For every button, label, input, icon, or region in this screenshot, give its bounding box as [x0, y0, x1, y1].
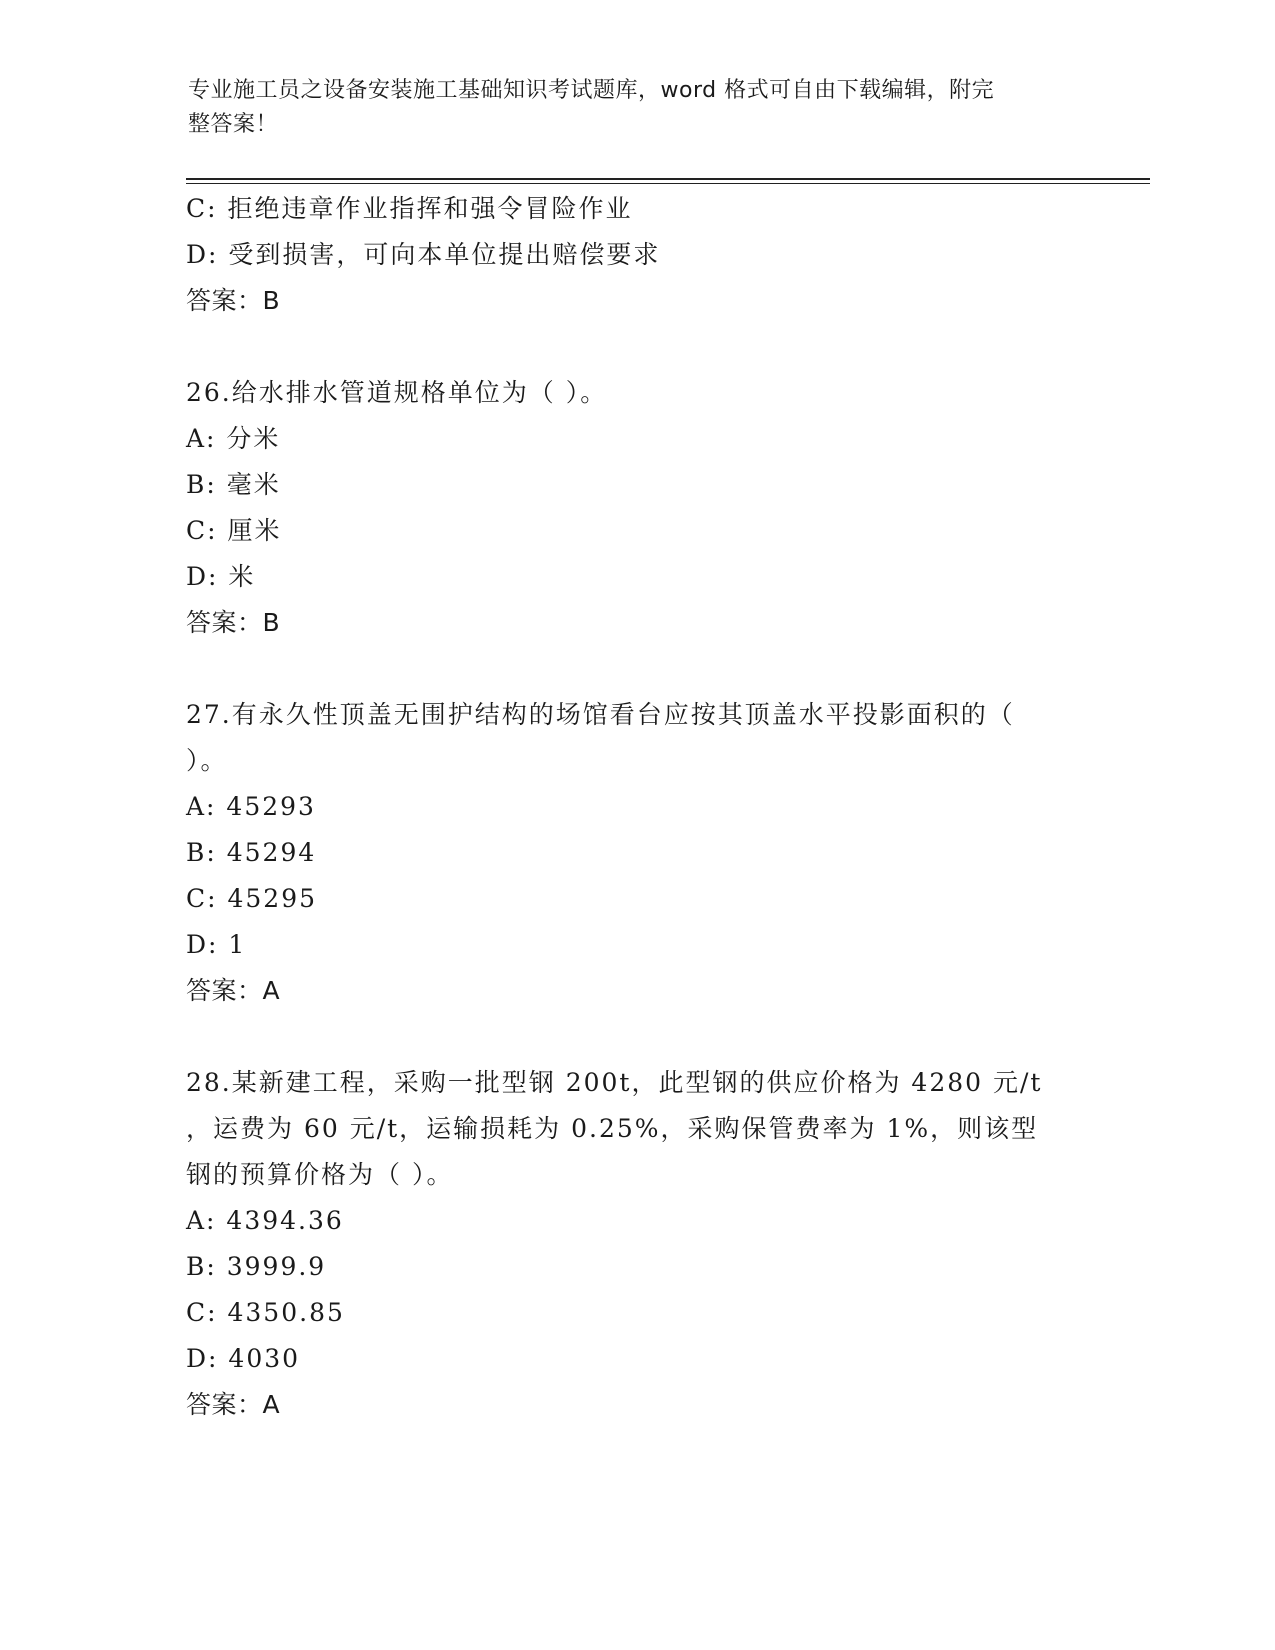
- option-a: A: 分米: [186, 424, 281, 453]
- question-26: [186, 370, 1086, 646]
- document-header: [188, 74, 1068, 142]
- answer: 答案：A: [186, 1390, 281, 1419]
- question-content: [186, 186, 1086, 1428]
- header-rule-thin: [186, 183, 1150, 184]
- option-d: D: 米: [186, 562, 256, 591]
- option-b: B: 45294: [186, 838, 317, 867]
- option-b: B: 3999.9: [186, 1252, 327, 1281]
- answer: 答案：B: [186, 286, 281, 315]
- answer: 答案：A: [186, 976, 281, 1005]
- option-d: D: 1: [186, 930, 247, 959]
- option-c: C: 厘米: [186, 516, 282, 545]
- question-stem-cont: 钢的预算价格为（ ）。: [186, 1160, 454, 1189]
- question-stem: 28.某新建工程，采购一批型钢 200t，此型钢的供应价格为 4280 元/t: [186, 1068, 1043, 1097]
- question-stem: 27.有永久性顶盖无围护结构的场馆看台应按其顶盖水平投影面积的（: [186, 700, 1015, 729]
- question-stem-cont: ）。: [186, 746, 228, 775]
- question-stem-cont: ，运费为 60 元/t，运输损耗为 0.25%，采购保管费率为 1%，则该型: [186, 1114, 1039, 1143]
- header-line-2: 整答案！: [188, 112, 279, 137]
- option-a: A: 4394.36: [186, 1206, 344, 1235]
- question-28: [186, 1060, 1086, 1428]
- option-a: A: 45293: [186, 792, 316, 821]
- question-stem: 26.给水排水管道规格单位为（ ）。: [186, 378, 608, 407]
- header-rule-thick: [186, 178, 1150, 180]
- option-c: C: 45295: [186, 884, 318, 913]
- question-27: [186, 692, 1086, 1014]
- option-c: C: 拒绝违章作业指挥和强令冒险作业: [186, 194, 633, 223]
- option-d: D: 受到损害，可向本单位提出赔偿要求: [186, 240, 661, 269]
- option-c: C: 4350.85: [186, 1298, 345, 1327]
- question-25: [186, 186, 1086, 324]
- answer: 答案：B: [186, 608, 281, 637]
- option-b: B: 毫米: [186, 470, 281, 499]
- header-line-1: 专业施工员之设备安装施工基础知识考试题库，word 格式可自由下载编辑，附完: [188, 78, 995, 103]
- option-d: D: 4030: [186, 1344, 301, 1373]
